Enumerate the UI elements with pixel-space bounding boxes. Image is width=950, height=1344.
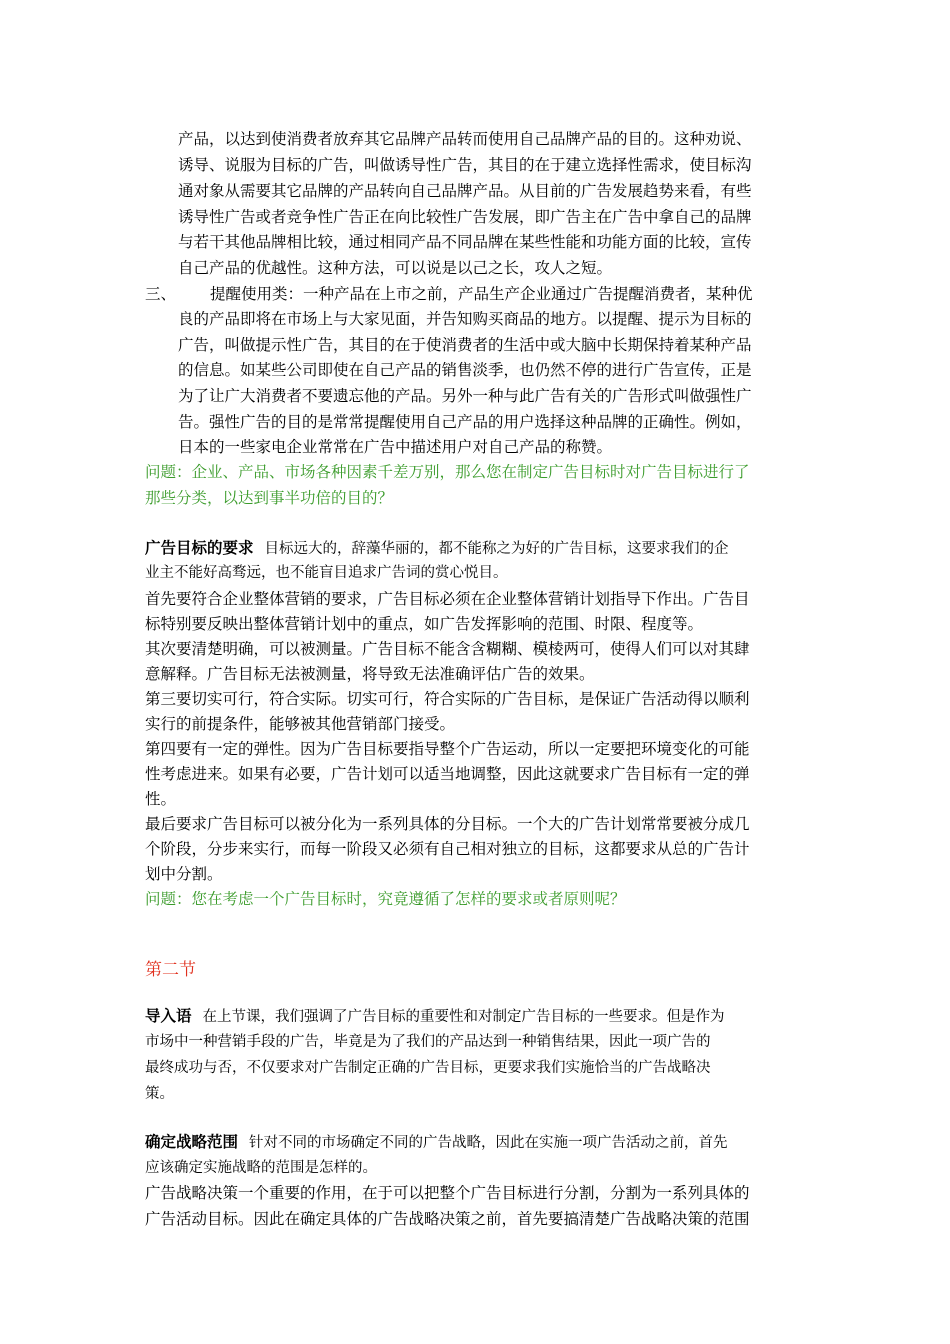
item2-line-1: 产品，以达到使消费者放弃其它品牌产品转而使用自己品牌产品的目的。这种劝说、 [178, 130, 752, 148]
item2-line-6: 自己产品的优越性。这种方法，可以说是以己之长，攻人之短。 [178, 259, 613, 277]
item3-number: 三、 [145, 285, 177, 303]
requirements-paragraph-line: 第三要切实可行，符合实际。切实可行，符合实际的广告目标，是保证广告活动得以顺利 [145, 690, 750, 708]
item3-first-line: 提醒使用类：一种产品在上市之前，产品生产企业通过广告提醒消费者，某种优 [210, 285, 753, 303]
item3-line: 告。强性广告的目的是常常提醒使用自己产品的用户选择这种品牌的正确性。例如， [178, 413, 752, 431]
scope-first-line [145, 1130, 727, 1155]
scope-heading: 确定战略范围 [145, 1132, 239, 1151]
intro-first-line [145, 1004, 724, 1029]
requirements-intro-2: 业主不能好高骛远，也不能盲目追求广告词的赏心悦目。 [145, 565, 508, 581]
item2-line-3: 通对象从需要其它品牌的产品转向自己品牌产品。从目前的广告发展趋势来看，有些 [178, 182, 752, 200]
item3-line: 的信息。如某些公司即使在自己产品的销售淡季，也仍然不停的进行广告宣传，正是 [178, 361, 752, 379]
requirements-paragraph-line: 其次要清楚明确，可以被测量。广告目标不能含含糊糊、模棱两可，使得人们可以对其肆 [145, 640, 750, 658]
requirements-paragraph-line: 划中分割。 [145, 865, 223, 883]
intro-heading: 导入语 [145, 1006, 192, 1025]
scope-intro-2: 应该确定实施战略的范围是怎样的。 [145, 1160, 377, 1176]
scope-paragraph-line: 广告活动目标。因此在确定具体的广告战略决策之前，首先要搞清楚广告战略决策的范围 [145, 1210, 750, 1228]
requirements-paragraph-line: 性。 [145, 790, 177, 808]
item3-line: 广告，叫做提示性广告，其目的在于使消费者的生活中或大脑中长期保持着某种产品 [178, 336, 752, 354]
requirements-paragraph-line: 性考虑进来。如果有必要，广告计划可以适当地调整，因此这就要求广告目标有一定的弹 [145, 765, 750, 783]
requirements-paragraph-line: 第四要有一定的弹性。因为广告目标要指导整个广告运动，所以一定要把环境变化的可能 [145, 740, 750, 758]
intro-line: 市场中一种营销手段的广告，毕竟是为了我们的产品达到一种销售结果，因此一项广告的 [145, 1034, 711, 1050]
requirements-first-line [145, 536, 728, 561]
item2-line-4: 诱导性广告或者竞争性广告正在向比较性广告发展，即广告主在广告中拿自己的品牌 [178, 208, 752, 226]
question1-line-1: 问题：企业、产品、市场各种因素千差万别，那么您在制定广告目标时对广告目标进行了 [145, 463, 750, 481]
requirements-paragraph-line: 标特别要反映出整体营销计划中的重点，如广告发挥影响的范围、时限、程度等。 [145, 615, 704, 633]
requirements-paragraph-line: 最后要求广告目标可以被分化为一系列具体的分目标。一个大的广告计划常常要被分成几 [145, 815, 750, 833]
item3-line: 日本的一些家电企业常常在广告中描述用户对自己产品的称赞。 [178, 438, 613, 456]
intro-line: 在上节课，我们强调了广告目标的重要性和对制定广告目标的一些要求。但是作为 [202, 1009, 725, 1025]
question1-line-2: 那些分类，以达到事半功倍的目的？ [145, 489, 394, 507]
item2-line-5: 与若干其他品牌相比较，通过相同产品不同品牌在某些性能和功能方面的比较，宣传 [178, 233, 752, 251]
section-title: 第二节 [145, 960, 196, 980]
requirements-paragraph-line: 个阶段，分步来实行，而每一阶段又必须有自己相对独立的目标，这都要求从总的广告计 [145, 840, 750, 858]
intro-line: 最终成功与否，不仅要求对广告制定正确的广告目标，更要求我们实施恰当的广告战略决 [145, 1060, 711, 1076]
requirements-paragraph-line: 实行的前提条件，能够被其他营销部门接受。 [145, 715, 456, 733]
item3-line: 良的产品即将在市场上与大家见面，并告知购买商品的地方。以提醒、提示为目标的 [178, 310, 752, 328]
scope-paragraph-line: 广告战略决策一个重要的作用，在于可以把整个广告目标进行分割，分割为一系列具体的 [145, 1184, 750, 1202]
requirements-heading: 广告目标的要求 [145, 538, 254, 557]
requirements-intro: 目标远大的，辞藻华丽的，都不能称之为好的广告目标，这要求我们的企 [264, 541, 729, 557]
question2: 问题：您在考虑一个广告目标时，究竟遵循了怎样的要求或者原则呢？ [145, 890, 626, 908]
requirements-paragraph-line: 意解释。广告目标无法被测量，将导致无法准确评估广告的效果。 [145, 665, 595, 683]
requirements-paragraph-line: 首先要符合企业整体营销的要求，广告目标必须在企业整体营销计划指导下作出。广告目 [145, 590, 750, 608]
item2-line-2: 诱导、说服为目标的广告，叫做诱导性广告，其目的在于建立选择性需求，使目标沟 [178, 156, 752, 174]
scope-intro: 针对不同的市场确定不同的广告战略，因此在实施一项广告活动之前，首先 [248, 1135, 728, 1151]
intro-line: 策。 [145, 1086, 174, 1102]
item3-line: 为了让广大消费者不要遗忘他的产品。另外一种与此广告有关的广告形式叫做强性广 [178, 387, 752, 405]
